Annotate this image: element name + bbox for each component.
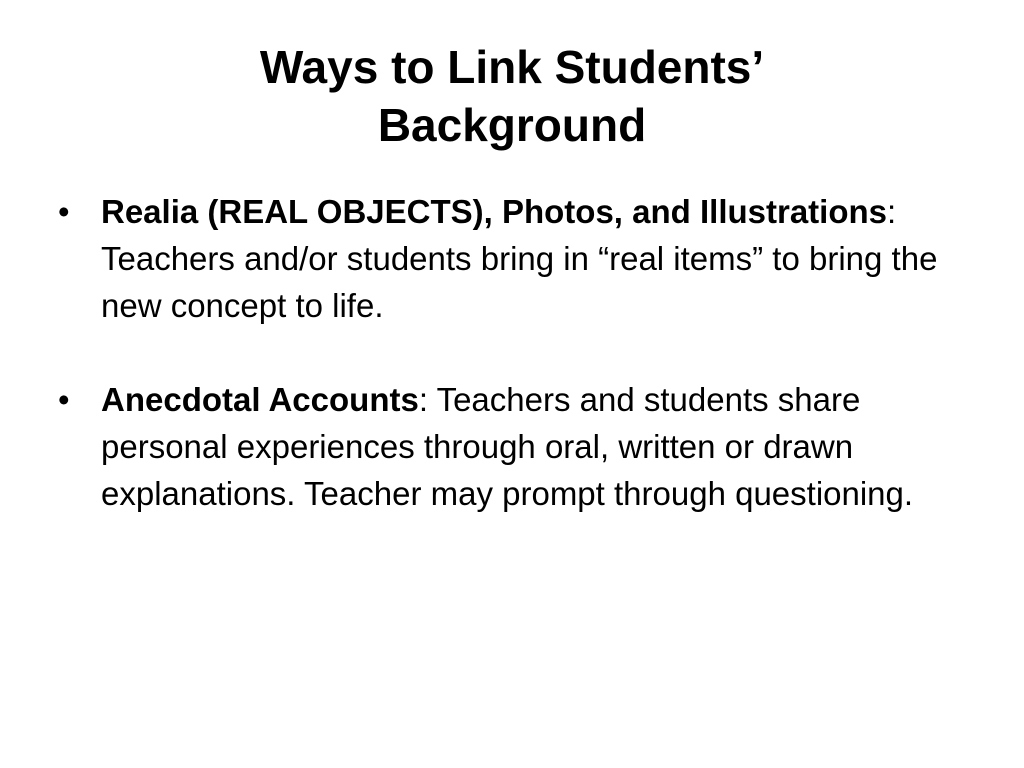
bullet-marker: • — [58, 193, 70, 230]
bullet-term: Realia (REAL OBJECTS), Photos, and Illustrations — [101, 193, 888, 230]
bullet-item-anecdotal — [58, 376, 978, 517]
bullet-description: Teachers and/or students bring in “real items” to bring the new concept to life. — [101, 240, 938, 324]
bullet-marker: • — [58, 381, 70, 418]
bullet-separator: : — [887, 193, 897, 230]
slide-title-line-1: Ways to Link Students’ — [259, 41, 765, 93]
bullet-item-realia — [58, 188, 978, 329]
slide-title — [0, 38, 1024, 154]
slide-title-line-2: Background — [377, 99, 647, 151]
bullet-list — [58, 188, 978, 564]
bullet-term: Anecdotal Accounts — [101, 381, 419, 418]
bullet-separator: : — [418, 381, 428, 418]
bullet-description: Teachers and students share personal experiences through oral, written or drawn explanations. Teacher may prompt through questioning. — [101, 381, 914, 512]
